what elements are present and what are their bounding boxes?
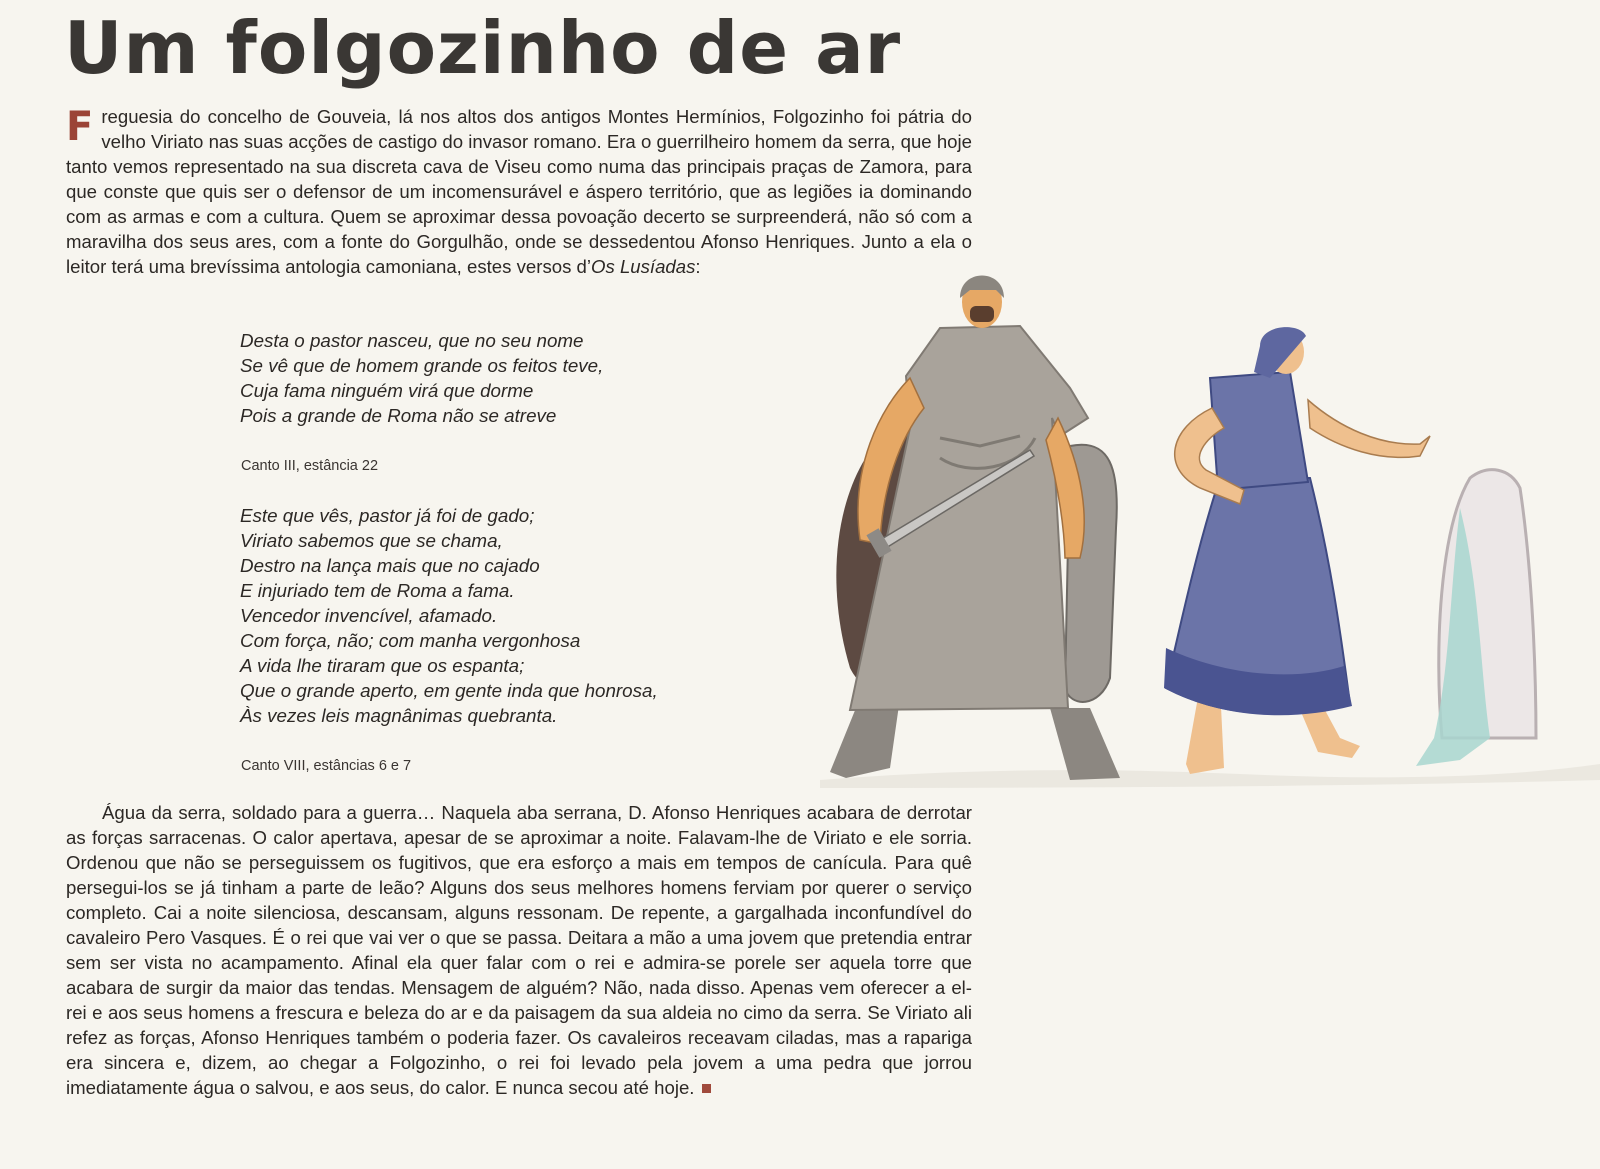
poem-line: Destro na lança mais que no cajado [240,555,540,576]
poem-line: Às vezes leis magnânimas quebranta. [240,705,558,726]
poem-line: Vencedor invencível, afamado. [240,605,498,626]
woman-arm-right [1308,400,1430,457]
illustration [820,268,1600,808]
warrior-boot-right [1050,708,1120,780]
drop-cap: F [66,104,94,150]
viriato-and-maiden-illustration [820,268,1600,808]
poem-line: A vida lhe tiraram que os espanta; [240,655,525,676]
poem-stanza-1 [240,328,760,428]
woman-bodice [1210,372,1308,490]
poem-reference-2: Canto VIII, estâncias 6 e 7 [241,758,412,774]
intro-text: reguesia do concelho de Gouveia, lá nos altos dos antigos Montes Hermínios, Folgozinho foi pátria do velho Viriato nas suas acções de castigo do invasor romano. Era o guerrilheiro homem da serra, que hoje tanto vemos representado na sua discreta cava de Viseu como numa das principais praças de Zamora, para que conste que quis ser o defensor de um incomensurável e áspero território, que as legiões ia dominando com as armas e com a cultura. Quem se aproximar dessa povoação decerto se surpreenderá, não só com a maravilha dos seus ares, com a fonte do Gorgulhão, onde se dessedentou Afonso Henriques. Junto a ela o leitor terá uma brevíssima antologia camoniana, estes versos d’ [66,106,972,277]
poem-line: Pois a grande de Roma não se atreve [240,405,557,426]
poem-line: Que o grande aperto, em gente inda que honrosa, [240,680,658,701]
poem-line: Se vê que de homem grande os feitos teve, [240,355,604,376]
poem-line: Com força, não; com manha vergonhosa [240,630,581,651]
story-paragraph [66,800,972,1100]
poem-line: Este que vês, pastor já foi de gado; [240,505,535,526]
book-title: Os Lusíadas [591,256,696,277]
warrior-beard [970,306,994,322]
poem-line: E injuriado tem de Roma a fama. [240,580,515,601]
poem-stanza-2 [240,503,760,728]
intro-colon: : [695,256,701,277]
poem-reference-1: Canto III, estância 22 [241,458,379,474]
intro-paragraph [66,104,972,279]
poem-line: Cuja fama ninguém virá que dorme [240,380,534,401]
poem-line: Desta o pastor nasceu, que no seu nome [240,330,584,351]
article-title: Um folgozinho de ar [64,6,902,90]
story-text: Água da serra, soldado para a guerra… Naquela aba serrana, D. Afonso Henriques acabara de derrotar as forças sarracenas. O calor apertava, apesar de se aproximar a noite. Falavam-lhe de Viriato e ele sorria. Ordenou que não se perseguissem os fugitivos, que era esforço a mais em tempos de canícula. Para quê persegui-los se já tinham a parte de leão? Alguns dos seus melhores homens ferviam por querer o serviço completo. Cai a noite silenciosa, descansam, alguns ressonam. De repente, a gargalhada inconfundível do cavaleiro Pero Vasques. É o rei que vai ver o que se passa. Deitara a mão a uma jovem que pretendia entrar sem ser vista no acampamento. Afinal ela quer falar com o rei e admira-se porele ser aquela torre que acabara de surgir da maior das tendas. Mensagem de alguém? Não, nada disso. Apenas vem oferecer a el-rei e aos seus homens a frescura e beleza do ar e da paisagem da sua aldeia no cimo da serra. Se Viriato ali refez as forças, Afonso Henriques também o poderia fazer. Os cavaleiros receavam ciladas, mas a rapariga era sincera e, dizem, ao chegar a Folgozinho, o rei foi levado pela jovem a uma pedra que jorrou imediatamente água o salvou, e aos seus, do calor. E nunca secou até hoje. [66,802,972,1098]
poem-line: Viriato sabemos que se chama, [240,530,503,551]
end-mark-icon [702,1084,711,1093]
